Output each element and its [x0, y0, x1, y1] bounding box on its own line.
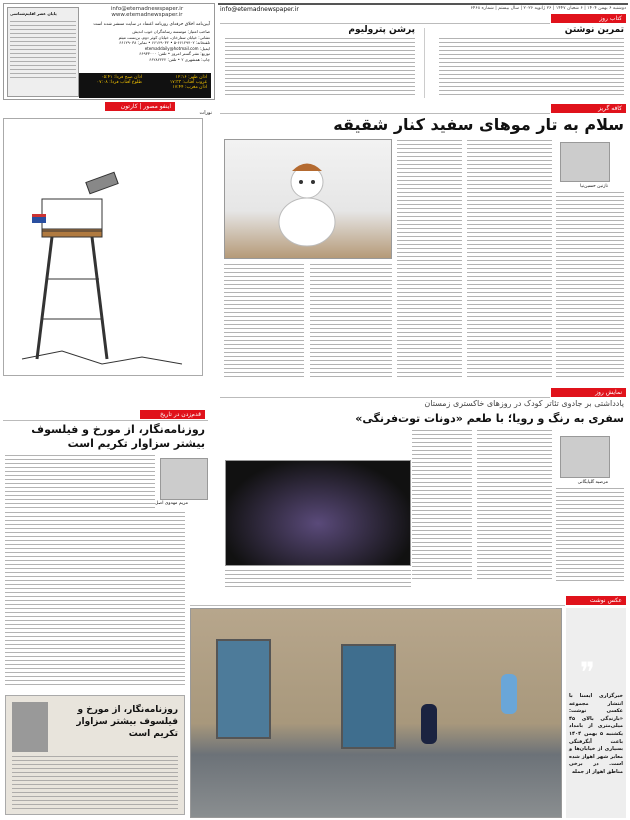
- masthead-notice: آیین‌نامه اخلاق حرفه‌ای روزنامه اعتماد در سایت منتشر شده است: [93, 22, 210, 27]
- masthead-item: نشانی: خیابان ستارخان، خیابان کوثر دوم، بن‌بست میثم: [118, 34, 210, 40]
- masthead-item: توزیع: نشر گستر امروز • تلفن: ۶۶۹۳۳۰۰۰: [139, 51, 210, 57]
- masthead-item: تلفنخانه: ۶۶۱۲۹۴۰۲-۵ • ۶۶۱۲۹۰۳۲ • نمابر: ۶۶۱۲۹۰۳۸: [119, 40, 210, 46]
- history-tag: قدم‌زدن در تاریخ: [140, 410, 205, 419]
- book-tag: کتاب روز: [551, 14, 626, 23]
- show-author-photo: [560, 436, 610, 478]
- photo-tag: عکس نوشت: [566, 596, 626, 605]
- photo-caption: خبرگزاری ایسنا با انتشار مجموعه عکسی نوشت: «بارندگی بالای ۴۵ میلی‌متری از بامداد یکشنبه ۵ بهمن ۱۴۰۴ باعث آبگرفتگی بسیاری از خیابان‌ها و معابر شهر اهواز شده است. در برخی مناطق اهواز از جمله: [569, 693, 623, 775]
- header-rule: [218, 3, 628, 5]
- history-author: مریم مهدوی اصل: [155, 501, 189, 506]
- masthead-email: info@etemadnewspaper.ir: [110, 6, 184, 12]
- photo-caption-box: [566, 608, 626, 818]
- history-headline: روزنامه‌نگار، از مورخ و فیلسوف بیشتر سزاوار تکریم است: [31, 423, 205, 450]
- prayer-time: اذان ظهر: ۱۲:۱۶: [175, 75, 207, 80]
- history-author-photo: [160, 458, 208, 500]
- cartoon: [3, 118, 203, 376]
- prayer-time: غروب آفتاب: ۱۷:۳۳: [169, 80, 207, 85]
- prayer-time: طلوع آفتاب فردا: ۰۷:۰۸: [96, 80, 142, 85]
- book-article-2-title: پرشن پترولیوم: [348, 25, 415, 35]
- header-email: info@etemadnewspaper.ir: [220, 6, 299, 13]
- history-clipping: [5, 695, 185, 815]
- masthead-item: چاپ: همشهری ۲ • تلفن: ۶۶۲۸۲۲۲۲: [149, 56, 210, 62]
- snowman-photo: [224, 139, 392, 259]
- clipping-headline: روزنامه‌نگار، از مورخ و فیلسوف بیشتر سزاوار تکریم است: [76, 705, 178, 739]
- thumb-title: پایان عصر اقلیم‌شناسی: [10, 11, 57, 16]
- prayer-time: اذان صبح فردا: ۰۵:۴۱: [101, 75, 142, 80]
- show-author: مرضیه گلپایگانی: [577, 480, 608, 485]
- masthead-website: www.etemadnewspaper.ir: [111, 12, 183, 18]
- cafe-headline: سلام به تار موهای سفید کنار شقیقه: [333, 115, 624, 134]
- cartoon-caption: نورات: [199, 110, 212, 116]
- show-tag: نمایش روز: [551, 388, 626, 397]
- show-headline: سفری به رنگ و رویا؛ با طعم «دونات توت‌فرنگی»: [355, 412, 624, 425]
- masthead-item: صاحب امتیاز: موسسه رسانه‌گران خوب اندیش: [132, 29, 210, 34]
- cafe-tag: کافه گریز: [551, 104, 626, 113]
- cartoon-tag: اینفو مصور | کارتون: [105, 102, 175, 111]
- dateline: دوشنبه ۶ بهمن ۱۴۰۴ | ۶ شعبان ۱۴۴۷ | ۲۶ ژانویه ۲۰۲۶ | سال بیستم | شماره ۶۴۶۸: [470, 6, 626, 11]
- book-article-1-title: تمرین نوشتن: [564, 25, 624, 35]
- prayer-times: [79, 73, 211, 98]
- theater-photo: [225, 460, 411, 566]
- masthead-box: [3, 3, 215, 100]
- prayer-time: اذان مغرب: ۱۷:۴۴: [172, 85, 207, 90]
- masthead-item: ایمیل: etemaddaily@hotmail.com: [144, 45, 210, 51]
- cafe-author-photo: [560, 142, 610, 182]
- cafe-author: نازنین حسین‌نیا: [580, 184, 608, 189]
- front-page-thumbnail: [7, 7, 79, 97]
- show-kicker: یادداشتی بر جادوی تئاتر کودک در روزهای خاکستری زمستان: [424, 399, 624, 408]
- quote-icon: ❞: [580, 656, 596, 689]
- rain-photo: [190, 608, 562, 818]
